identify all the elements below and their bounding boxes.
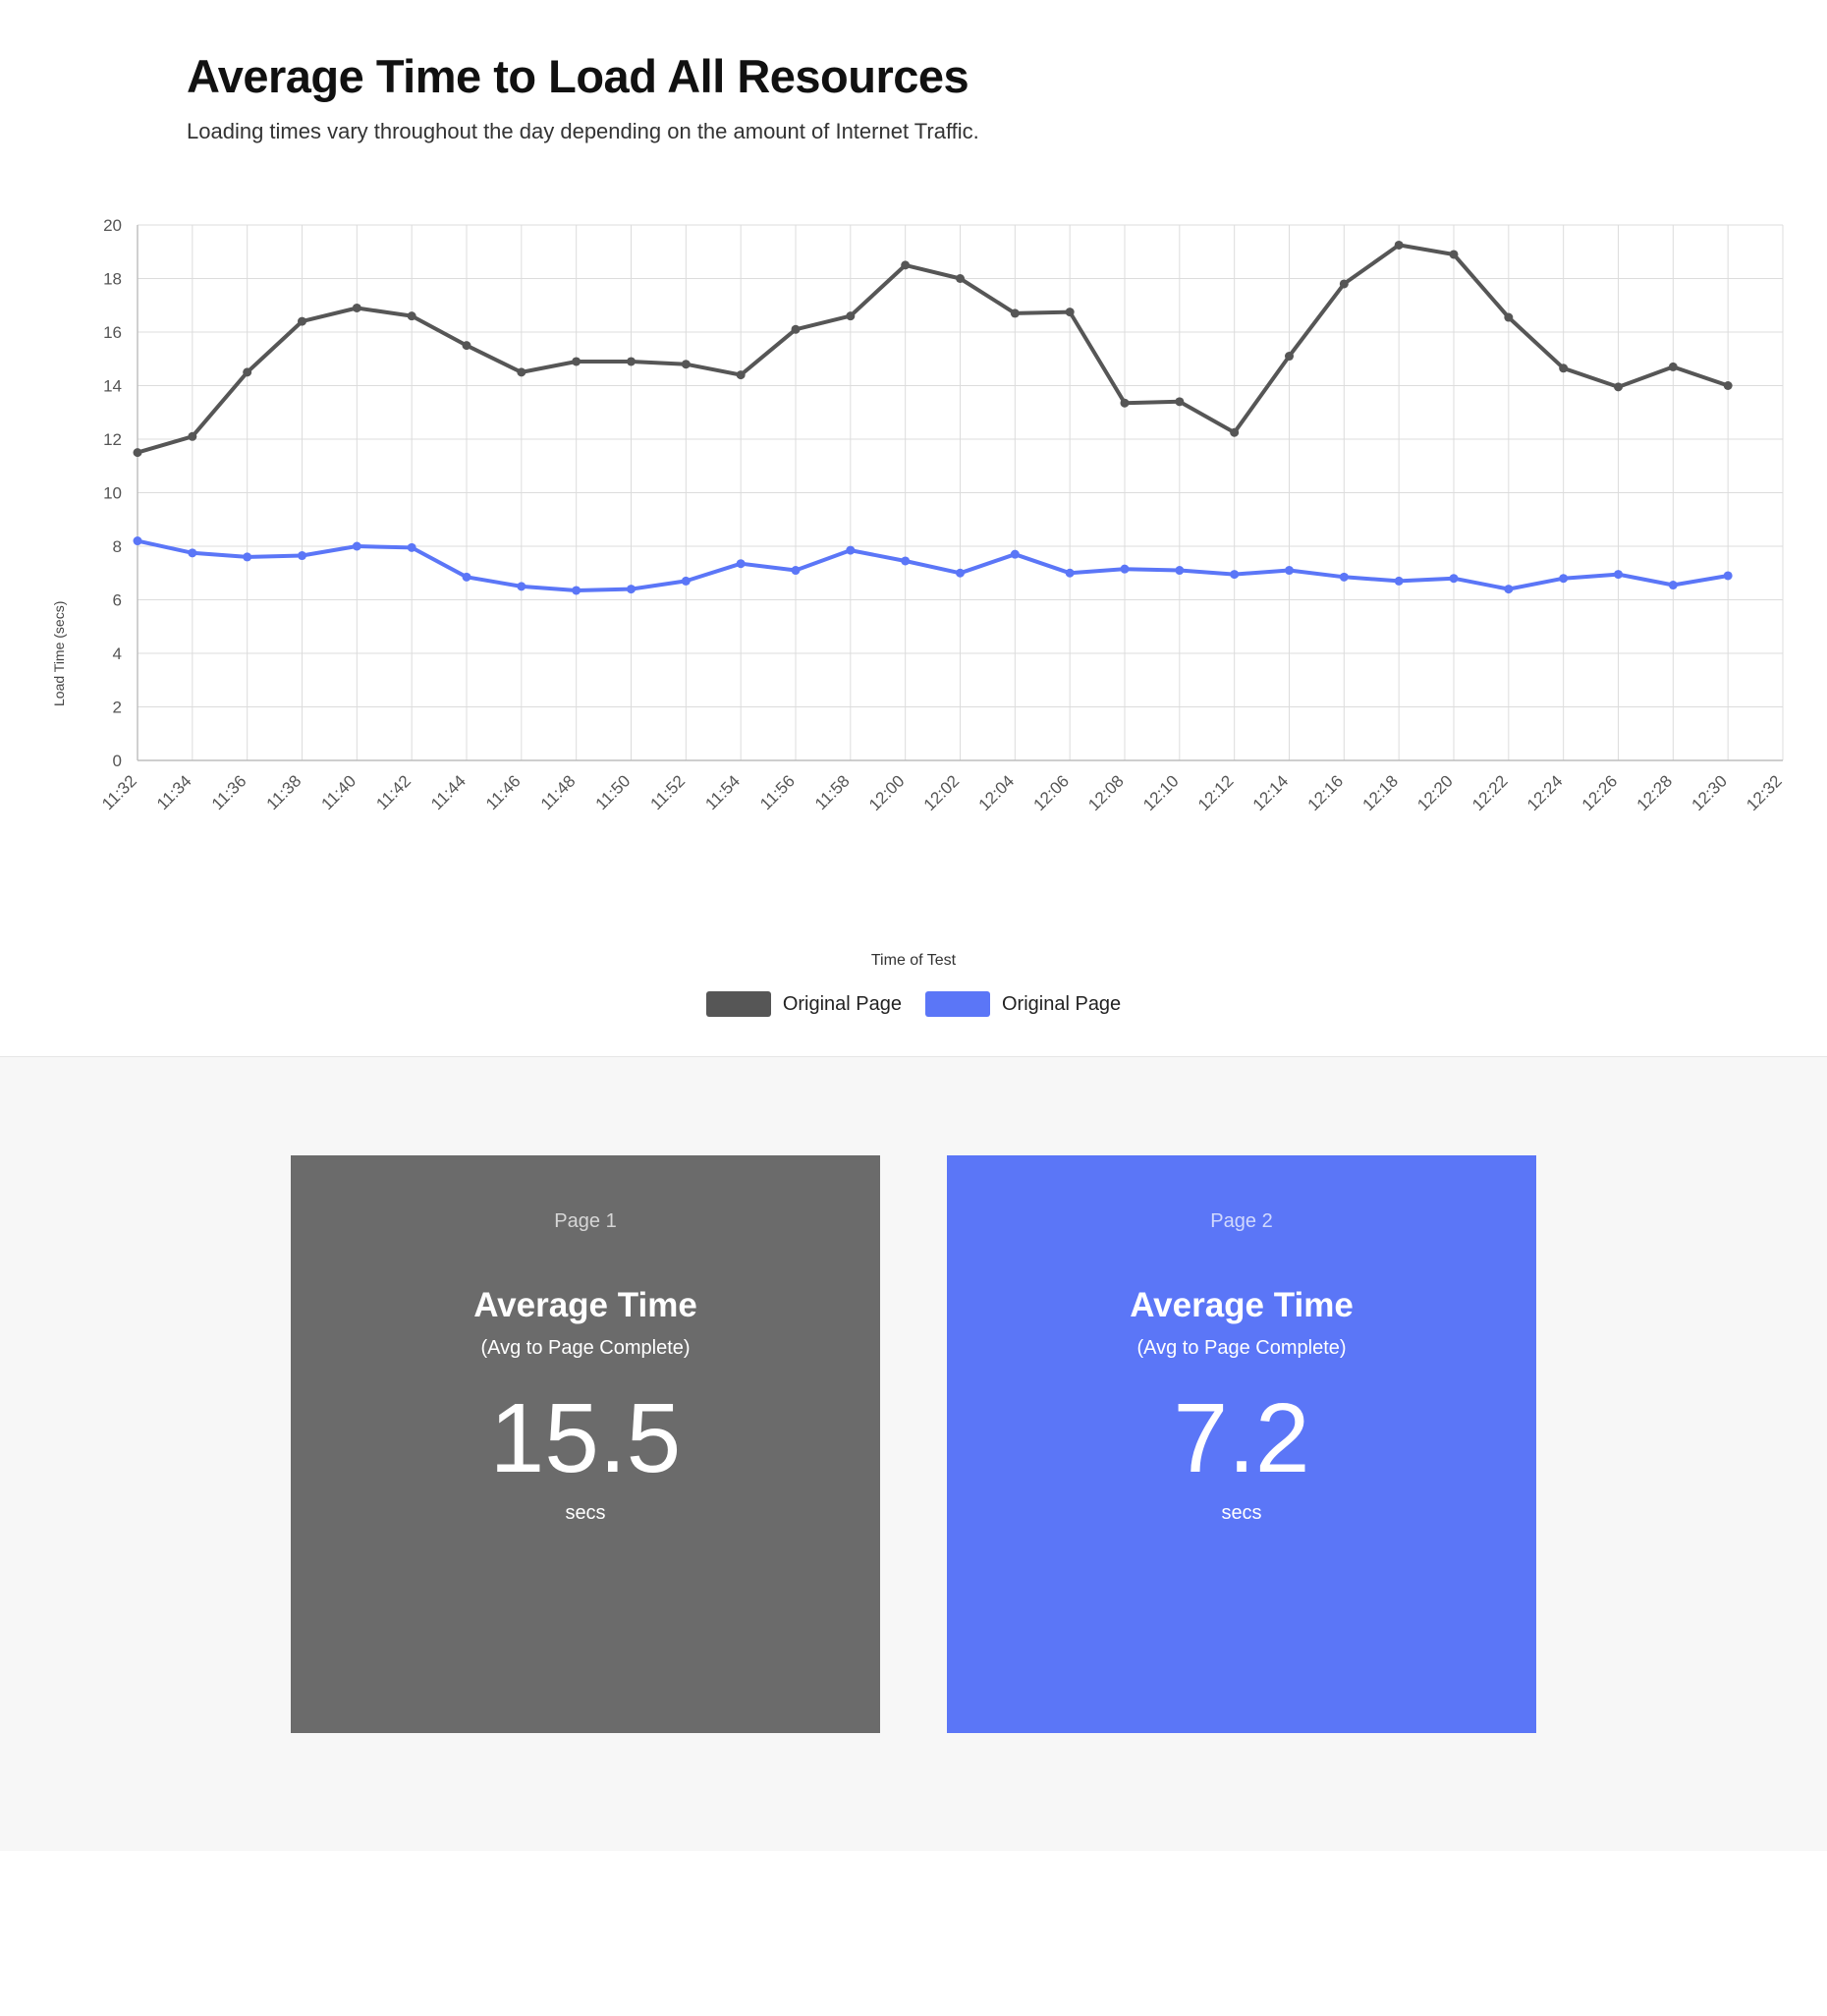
card-subtitle: (Avg to Page Complete) [1136, 1337, 1347, 1359]
svg-text:12:08: 12:08 [1084, 771, 1128, 814]
svg-text:11:58: 11:58 [811, 771, 854, 814]
svg-text:12:26: 12:26 [1578, 771, 1622, 814]
svg-text:11:54: 11:54 [701, 771, 744, 814]
svg-text:12:18: 12:18 [1358, 771, 1402, 814]
page-subtitle: Loading times vary throughout the day depending on the amount of Internet Traffic. [187, 119, 979, 143]
svg-text:12:20: 12:20 [1413, 771, 1457, 814]
page-title: Average Time to Load All Resources [187, 50, 969, 102]
svg-text:11:34: 11:34 [153, 771, 195, 814]
svg-text:12: 12 [103, 430, 122, 449]
line-chart [0, 196, 1827, 981]
svg-text:14: 14 [103, 376, 122, 396]
svg-text:12:06: 12:06 [1029, 771, 1073, 814]
svg-text:2: 2 [112, 698, 122, 717]
svg-text:10: 10 [103, 483, 122, 503]
card-heading: Average Time [1130, 1286, 1354, 1324]
y-axis-label: Load Time (secs) [51, 600, 67, 706]
svg-text:12:32: 12:32 [1743, 771, 1786, 814]
summary-cards [0, 1057, 1827, 1851]
card-page-label: Page 2 [1210, 1210, 1273, 1232]
svg-text:12:12: 12:12 [1193, 771, 1238, 814]
svg-text:11:44: 11:44 [427, 771, 470, 814]
x-axis-label: Time of Test [870, 952, 957, 969]
legend-item[interactable] [925, 991, 1121, 1017]
svg-text:12:14: 12:14 [1248, 771, 1293, 814]
svg-text:12:30: 12:30 [1688, 771, 1731, 814]
summary-card-page-2 [947, 1155, 1536, 1733]
card-units: secs [565, 1502, 606, 1524]
svg-text:18: 18 [103, 269, 122, 289]
svg-text:11:50: 11:50 [591, 771, 635, 814]
card-value: 15.5 [489, 1383, 682, 1493]
svg-text:12:02: 12:02 [919, 771, 964, 814]
svg-text:11:36: 11:36 [207, 771, 250, 814]
card-page-label: Page 1 [554, 1210, 617, 1232]
svg-text:0: 0 [112, 752, 122, 770]
svg-text:11:38: 11:38 [262, 771, 305, 814]
svg-text:11:46: 11:46 [482, 771, 525, 814]
svg-text:12:00: 12:00 [864, 771, 909, 814]
svg-text:11:32: 11:32 [98, 771, 140, 814]
legend-label-series-2: Original Page [1002, 992, 1122, 1015]
chart-legend [0, 991, 1827, 1017]
svg-text:11:56: 11:56 [756, 771, 799, 814]
legend-swatch-series-1 [706, 991, 771, 1017]
svg-text:12:10: 12:10 [1139, 771, 1183, 814]
card-heading: Average Time [473, 1286, 697, 1324]
svg-text:11:52: 11:52 [646, 771, 690, 814]
card-units: secs [1221, 1502, 1262, 1524]
plot-area [0, 196, 1827, 981]
svg-text:16: 16 [103, 323, 122, 342]
summary-card-page-1 [291, 1155, 880, 1733]
svg-text:12:04: 12:04 [974, 771, 1019, 814]
svg-text:6: 6 [112, 590, 122, 610]
svg-text:11:48: 11:48 [536, 771, 580, 814]
legend-label-series-1: Original Page [782, 992, 902, 1015]
svg-text:12:16: 12:16 [1303, 771, 1348, 814]
svg-text:12:24: 12:24 [1522, 771, 1567, 814]
svg-text:20: 20 [103, 216, 122, 235]
svg-text:11:42: 11:42 [372, 771, 415, 814]
svg-text:12:22: 12:22 [1468, 771, 1512, 814]
svg-text:8: 8 [112, 537, 122, 556]
legend-item[interactable] [706, 991, 902, 1017]
card-value: 7.2 [1173, 1383, 1310, 1493]
svg-text:4: 4 [112, 644, 122, 663]
svg-text:12:28: 12:28 [1633, 771, 1677, 814]
card-subtitle: (Avg to Page Complete) [480, 1337, 691, 1359]
legend-swatch-series-2 [925, 991, 990, 1017]
svg-text:11:40: 11:40 [317, 771, 360, 814]
